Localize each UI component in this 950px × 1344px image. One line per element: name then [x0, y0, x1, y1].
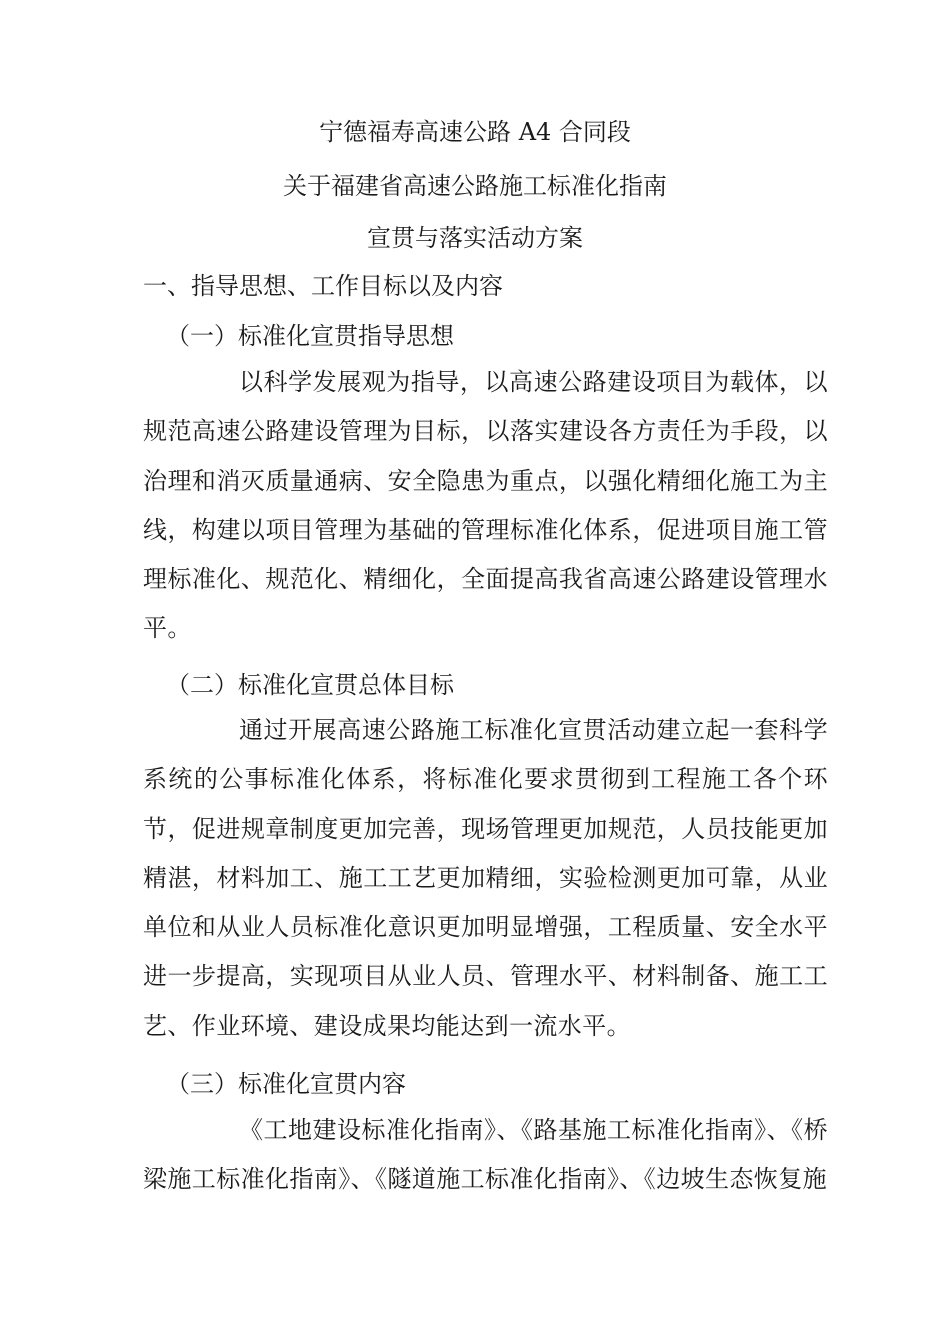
- document-title-line-3: 宣贯与落实活动方案: [367, 224, 583, 252]
- subsection-body-1: 以科学发展观为指导，以高速公路建设项目为载体，以规范高速公路建设管理为目标，以落实建设各方责任为手段，以治理和消灭质量通病、安全隐患为重点，以强化精细化施工为主线，构建以项目管理为基础的管理标准化体系，促进项目施工管理标准化、规范化、精细化，全面提高我省高速公路建设管理水平。: [143, 368, 828, 643]
- subsection-body-2: 通过开展高速公路施工标准化宣贯活动建立起一套科学系统的公事标准化体系，将标准化要求贯彻到工程施工各个环节，促进规章制度更加完善，现场管理更加规范，人员技能更加精湛，材料加工、施工工艺更加精细，实验检测更加可靠，从业单位和从业人员标准化意识更加明显增强，工程质量、安全水平进一步提高，实现项目从业人员、管理水平、材料制备、施工工艺、作业环境、建设成果均能达到一流水平。: [143, 716, 828, 1040]
- section-heading-1: 一、指导思想、工作目标以及内容: [143, 272, 503, 300]
- document-title-line-1: 宁德福寿高速公路 A4 合同段: [319, 118, 631, 146]
- subsection-heading-2: （二）标准化宣贯总体目标: [166, 671, 454, 699]
- subsection-body-3: 《工地建设标准化指南》、《路基施工标准化指南》、《桥梁施工标准化指南》、《隧道施工标准化指南》、《边坡生态恢复施: [143, 1116, 828, 1194]
- subsection-heading-3: （三）标准化宣贯内容: [166, 1070, 406, 1098]
- document-title-line-2: 关于福建省高速公路施工标准化指南: [283, 172, 667, 200]
- subsection-heading-1: （一）标准化宣贯指导思想: [166, 322, 454, 350]
